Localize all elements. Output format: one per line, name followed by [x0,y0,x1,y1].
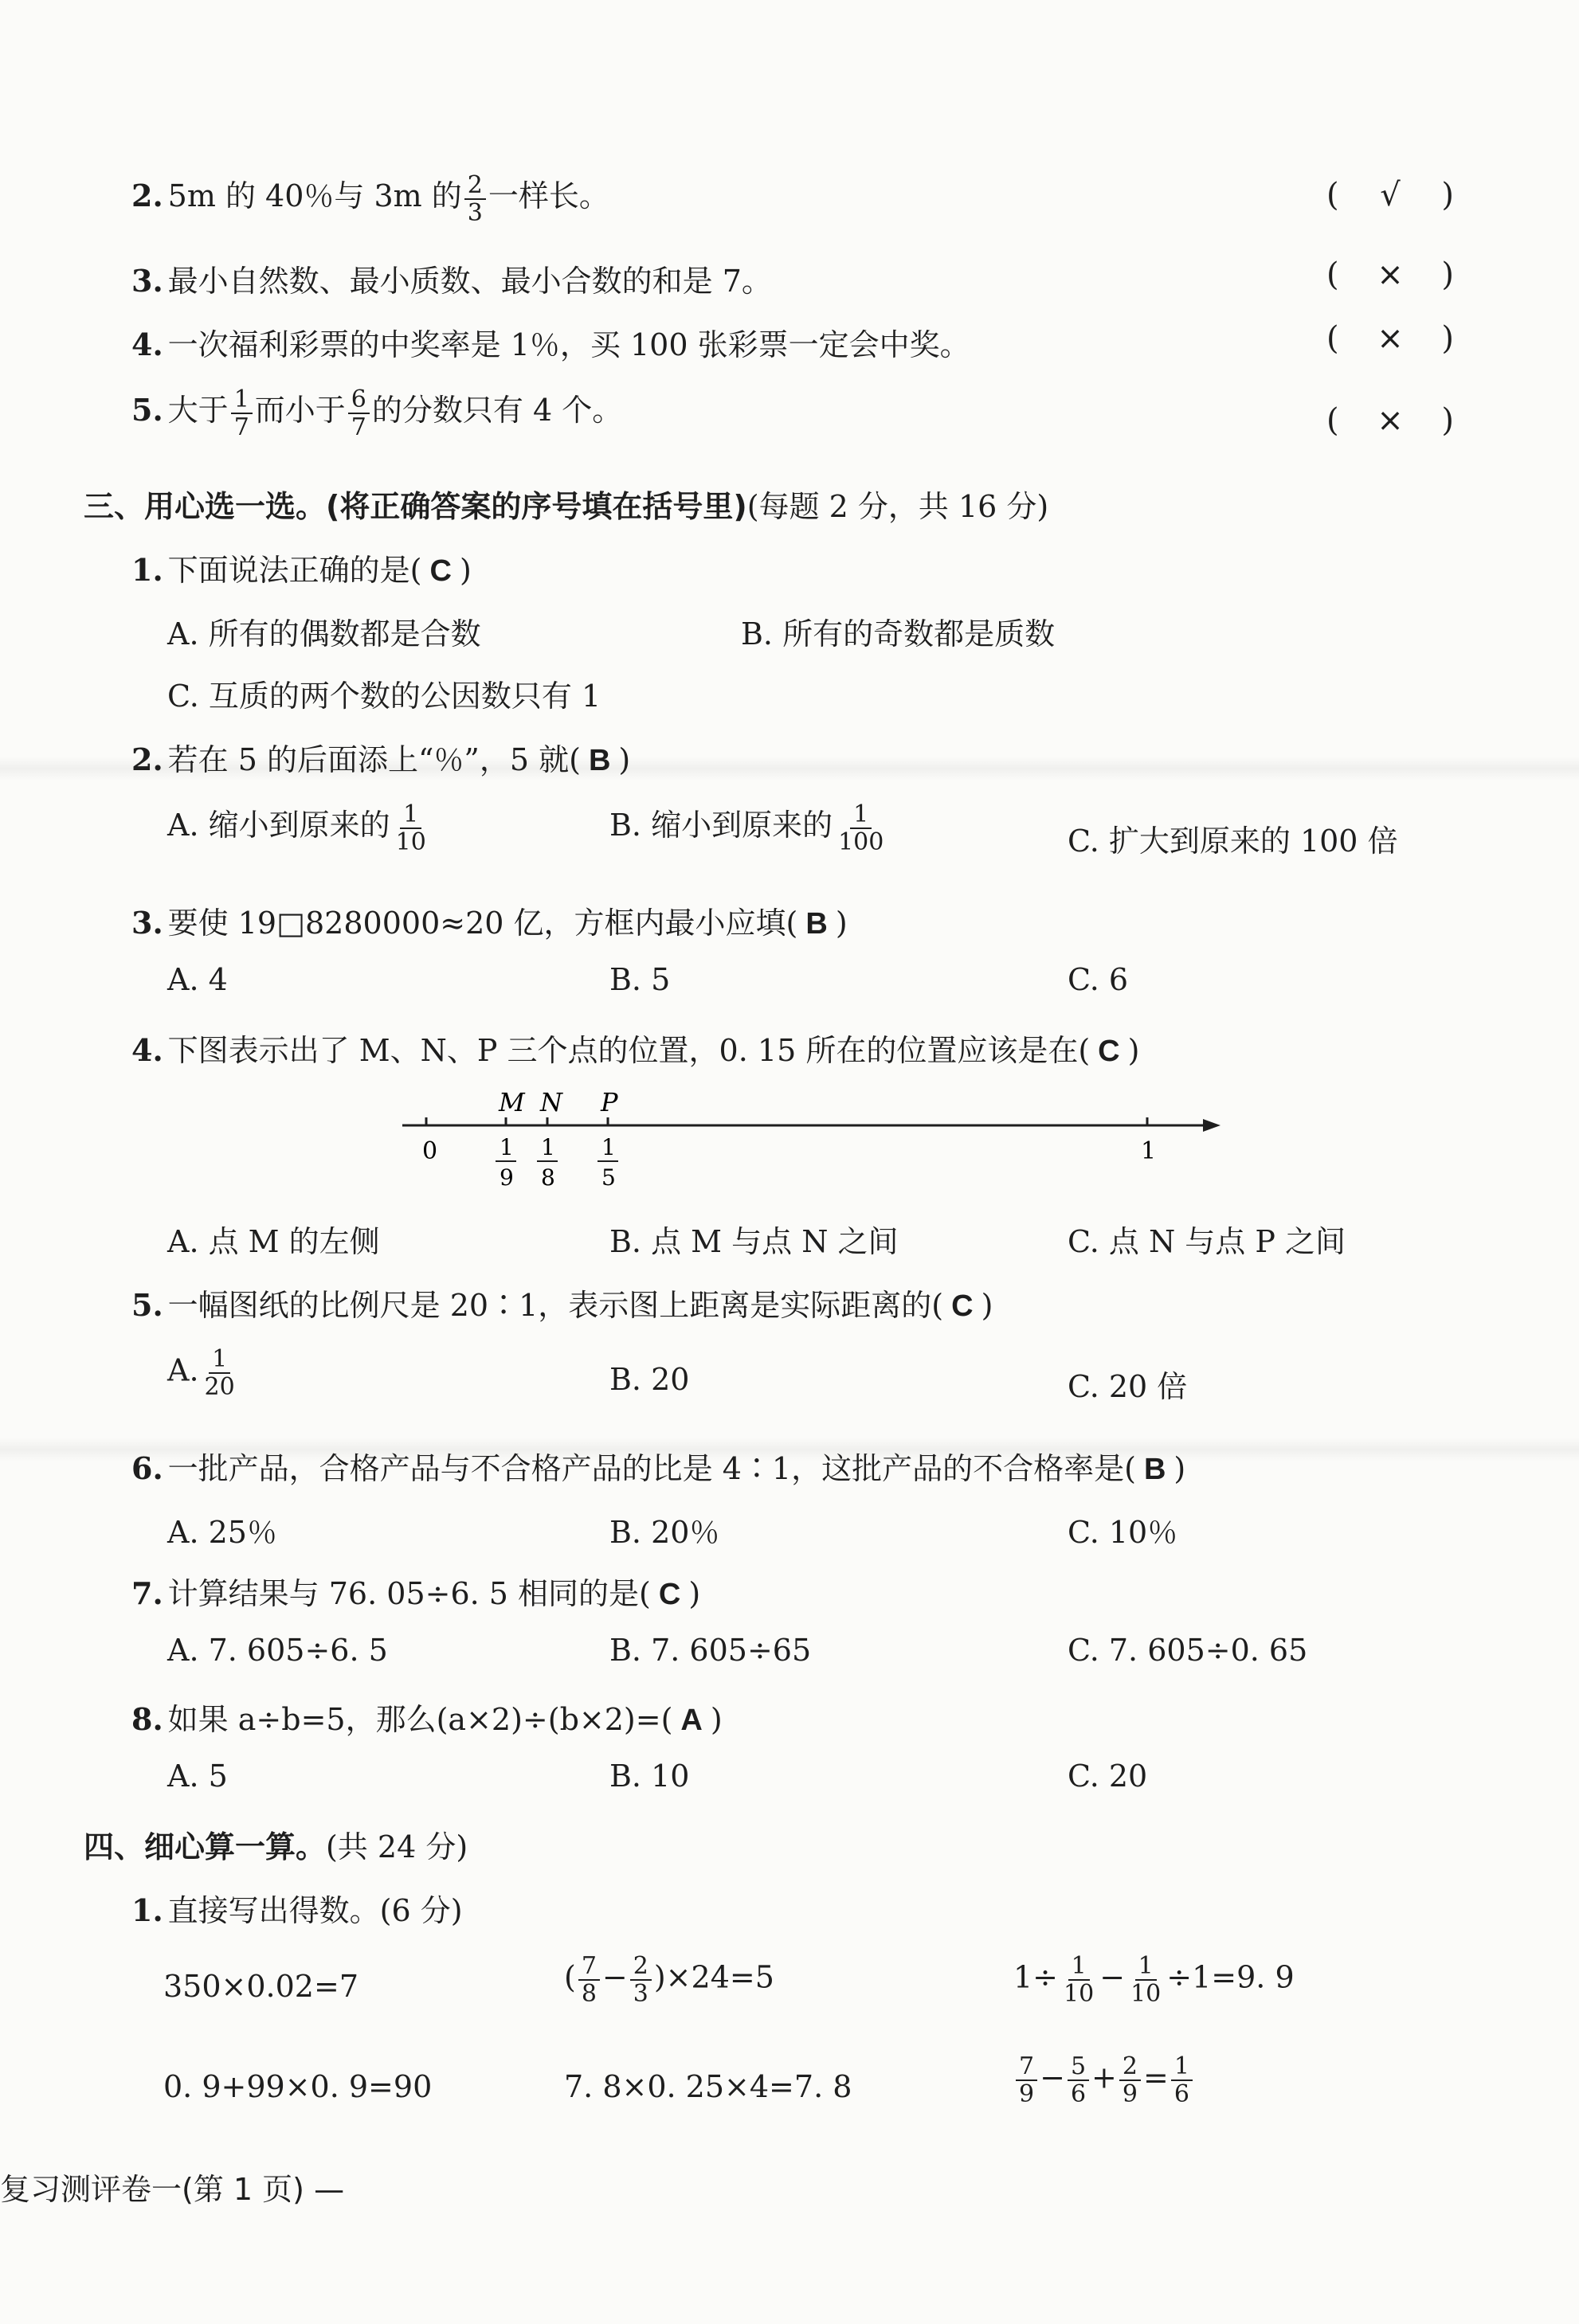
frac-num: 1 [541,1134,555,1160]
option: C. 互质的两个数的公因数只有 1 [167,679,601,714]
calc-1: 350×0.02=7 [163,1969,359,2004]
fraction: $\frac{1}{10}$ [395,800,426,856]
option: C. 10％ [1068,1515,1178,1550]
fraction: $\frac{7}{9}$ [1016,2053,1037,2107]
frac-num: 1 [500,1134,514,1160]
fraction: $\frac{1}{20}$ [204,1345,235,1401]
frac-den: 5 [601,1164,616,1191]
fraction: $\frac{6}{7}$ [348,386,370,440]
label-m: M [499,1087,525,1117]
page-footer: 复习测评卷一(第 1 页) — [0,2172,345,2207]
fraction: $\frac{1}{6}$ [1171,2053,1193,2107]
choice-q3: 3. 要使 19□8280000≈20 亿，方框内最小应填( B ) [131,905,848,941]
option: A. 5 [167,1759,228,1794]
fraction: $\frac{1}{100}$ [838,800,884,856]
choice-q6: 6. 一批产品，合格产品与不合格产品的比是 4∶1，这批产品的不合格率是( B ) [131,1450,1186,1486]
fraction: $\frac{2}{3}$ [630,1953,652,2007]
option: A. 7. 605÷6. 5 [167,1633,388,1668]
option: B. 5 [609,962,671,997]
option: B. 缩小到原来的 $\frac{1}{100}$ [609,800,889,855]
frac-den: 9 [500,1164,514,1191]
option: B. 20 [609,1362,690,1397]
fraction: $\frac{1}{10}$ [1130,1952,1162,2008]
frac-num: 1 [601,1134,616,1160]
option: A. 4 [167,962,228,997]
choice-q2: 2. 若在 5 的后面添上“％”，5 就( B ) [131,741,631,777]
fraction: $\frac{1}{10}$ [1064,1952,1095,2008]
section-4-title: 四、细心算一算。(共 24 分) [84,1829,468,1864]
calc-5: 7. 8×0. 25×4=7. 8 [564,2069,852,2104]
judge-q4: 4. 一次福利彩票的中奖率是 1％，买 100 张彩票一定会中奖。 [131,327,970,362]
judge-answer-q3: ( × ) [1326,256,1454,293]
frac-den: 8 [541,1164,555,1191]
number-line [390,1079,1235,1199]
fraction: $\frac{2}{3}$ [464,172,486,226]
section-3-title: 三、用心选一选。(将正确答案的序号填在括号里)(每题 2 分，共 16 分) [84,489,1049,524]
calc-2: ( $\frac{7}{8}$ − $\frac{2}{3}$ )×24=5 [564,1952,774,2008]
option: B. 点 M 与点 N 之间 [609,1224,899,1259]
arrow-head-icon [1203,1119,1220,1132]
choice-q7: 7. 计算结果与 76. 05÷6. 5 相同的是( C ) [131,1575,701,1611]
judge-q5: 5. 大于 $\frac{1}{7}$ 而小于 $\frac{6}{7}$ 的分数只有 4 个。 [131,385,623,441]
option: B. 所有的奇数都是质数 [741,616,1056,651]
option: B. 7. 605÷65 [609,1633,812,1668]
fraction: $\frac{5}{6}$ [1068,2053,1089,2107]
option: C. 点 N 与点 P 之间 [1068,1224,1346,1259]
option: A. 缩小到原来的 $\frac{1}{10}$ [167,800,432,855]
calc-4: 0. 9+99×0. 9=90 [163,2069,433,2104]
option: A. 所有的偶数都是合数 [167,616,481,651]
option: B. 10 [609,1759,690,1794]
option: C. 扩大到原来的 100 倍 [1068,824,1398,859]
fraction: $\frac{1}{7}$ [231,386,253,440]
fraction: $\frac{7}{8}$ [578,1953,600,2007]
option: A. 点 M 的左侧 [167,1224,380,1259]
option: B. 20％ [609,1515,720,1550]
choice-q4: 4. 下图表示出了 M、N、P 三个点的位置，0. 15 所在的位置应该是在( C ) [131,1032,1140,1068]
option: A. $\frac{1}{20}$ [167,1346,241,1400]
option: C. 20 [1068,1759,1148,1794]
judge-q3: 3. 最小自然数、最小质数、最小合数的和是 7。 [131,263,772,299]
calc-sub1: 1. 直接写出得数。(6 分) [131,1892,463,1928]
choice-q8: 8. 如果 a÷b=5，那么(a×2)÷(b×2)=( A ) [131,1701,723,1737]
label-n: N [540,1087,562,1117]
label-zero: 0 [422,1137,438,1165]
calc-3: 1÷ $\frac{1}{10}$ − $\frac{1}{10}$ ÷1=9. 9 [1013,1952,1295,2008]
option: C. 20 倍 [1068,1369,1188,1404]
choice-q5: 5. 一幅图纸的比例尺是 20∶1，表示图上距离是实际距离的( C ) [131,1287,993,1323]
judge-answer-q4: ( × ) [1326,320,1454,357]
choice-q1: 1. 下面说法正确的是( C ) [131,552,472,588]
fraction: $\frac{2}{9}$ [1119,2053,1141,2107]
judge-q2: 2. 5m 的 40％与 3m 的 $\frac{2}{3}$ 一样长。 [131,170,609,227]
label-one: 1 [1141,1137,1157,1165]
judge-answer-q2: ( √ ) [1326,177,1454,213]
label-p: P [601,1087,618,1117]
option: C. 6 [1068,962,1129,997]
judge-answer-q5: ( × ) [1326,402,1454,439]
calc-6: $\frac{7}{9}$ − $\frac{5}{6}$ + $\frac{2}{9}$ = $\frac{1}{6}$ [1013,2053,1195,2107]
option: C. 7. 605÷0. 65 [1068,1633,1308,1668]
option: A. 25％ [167,1515,277,1550]
